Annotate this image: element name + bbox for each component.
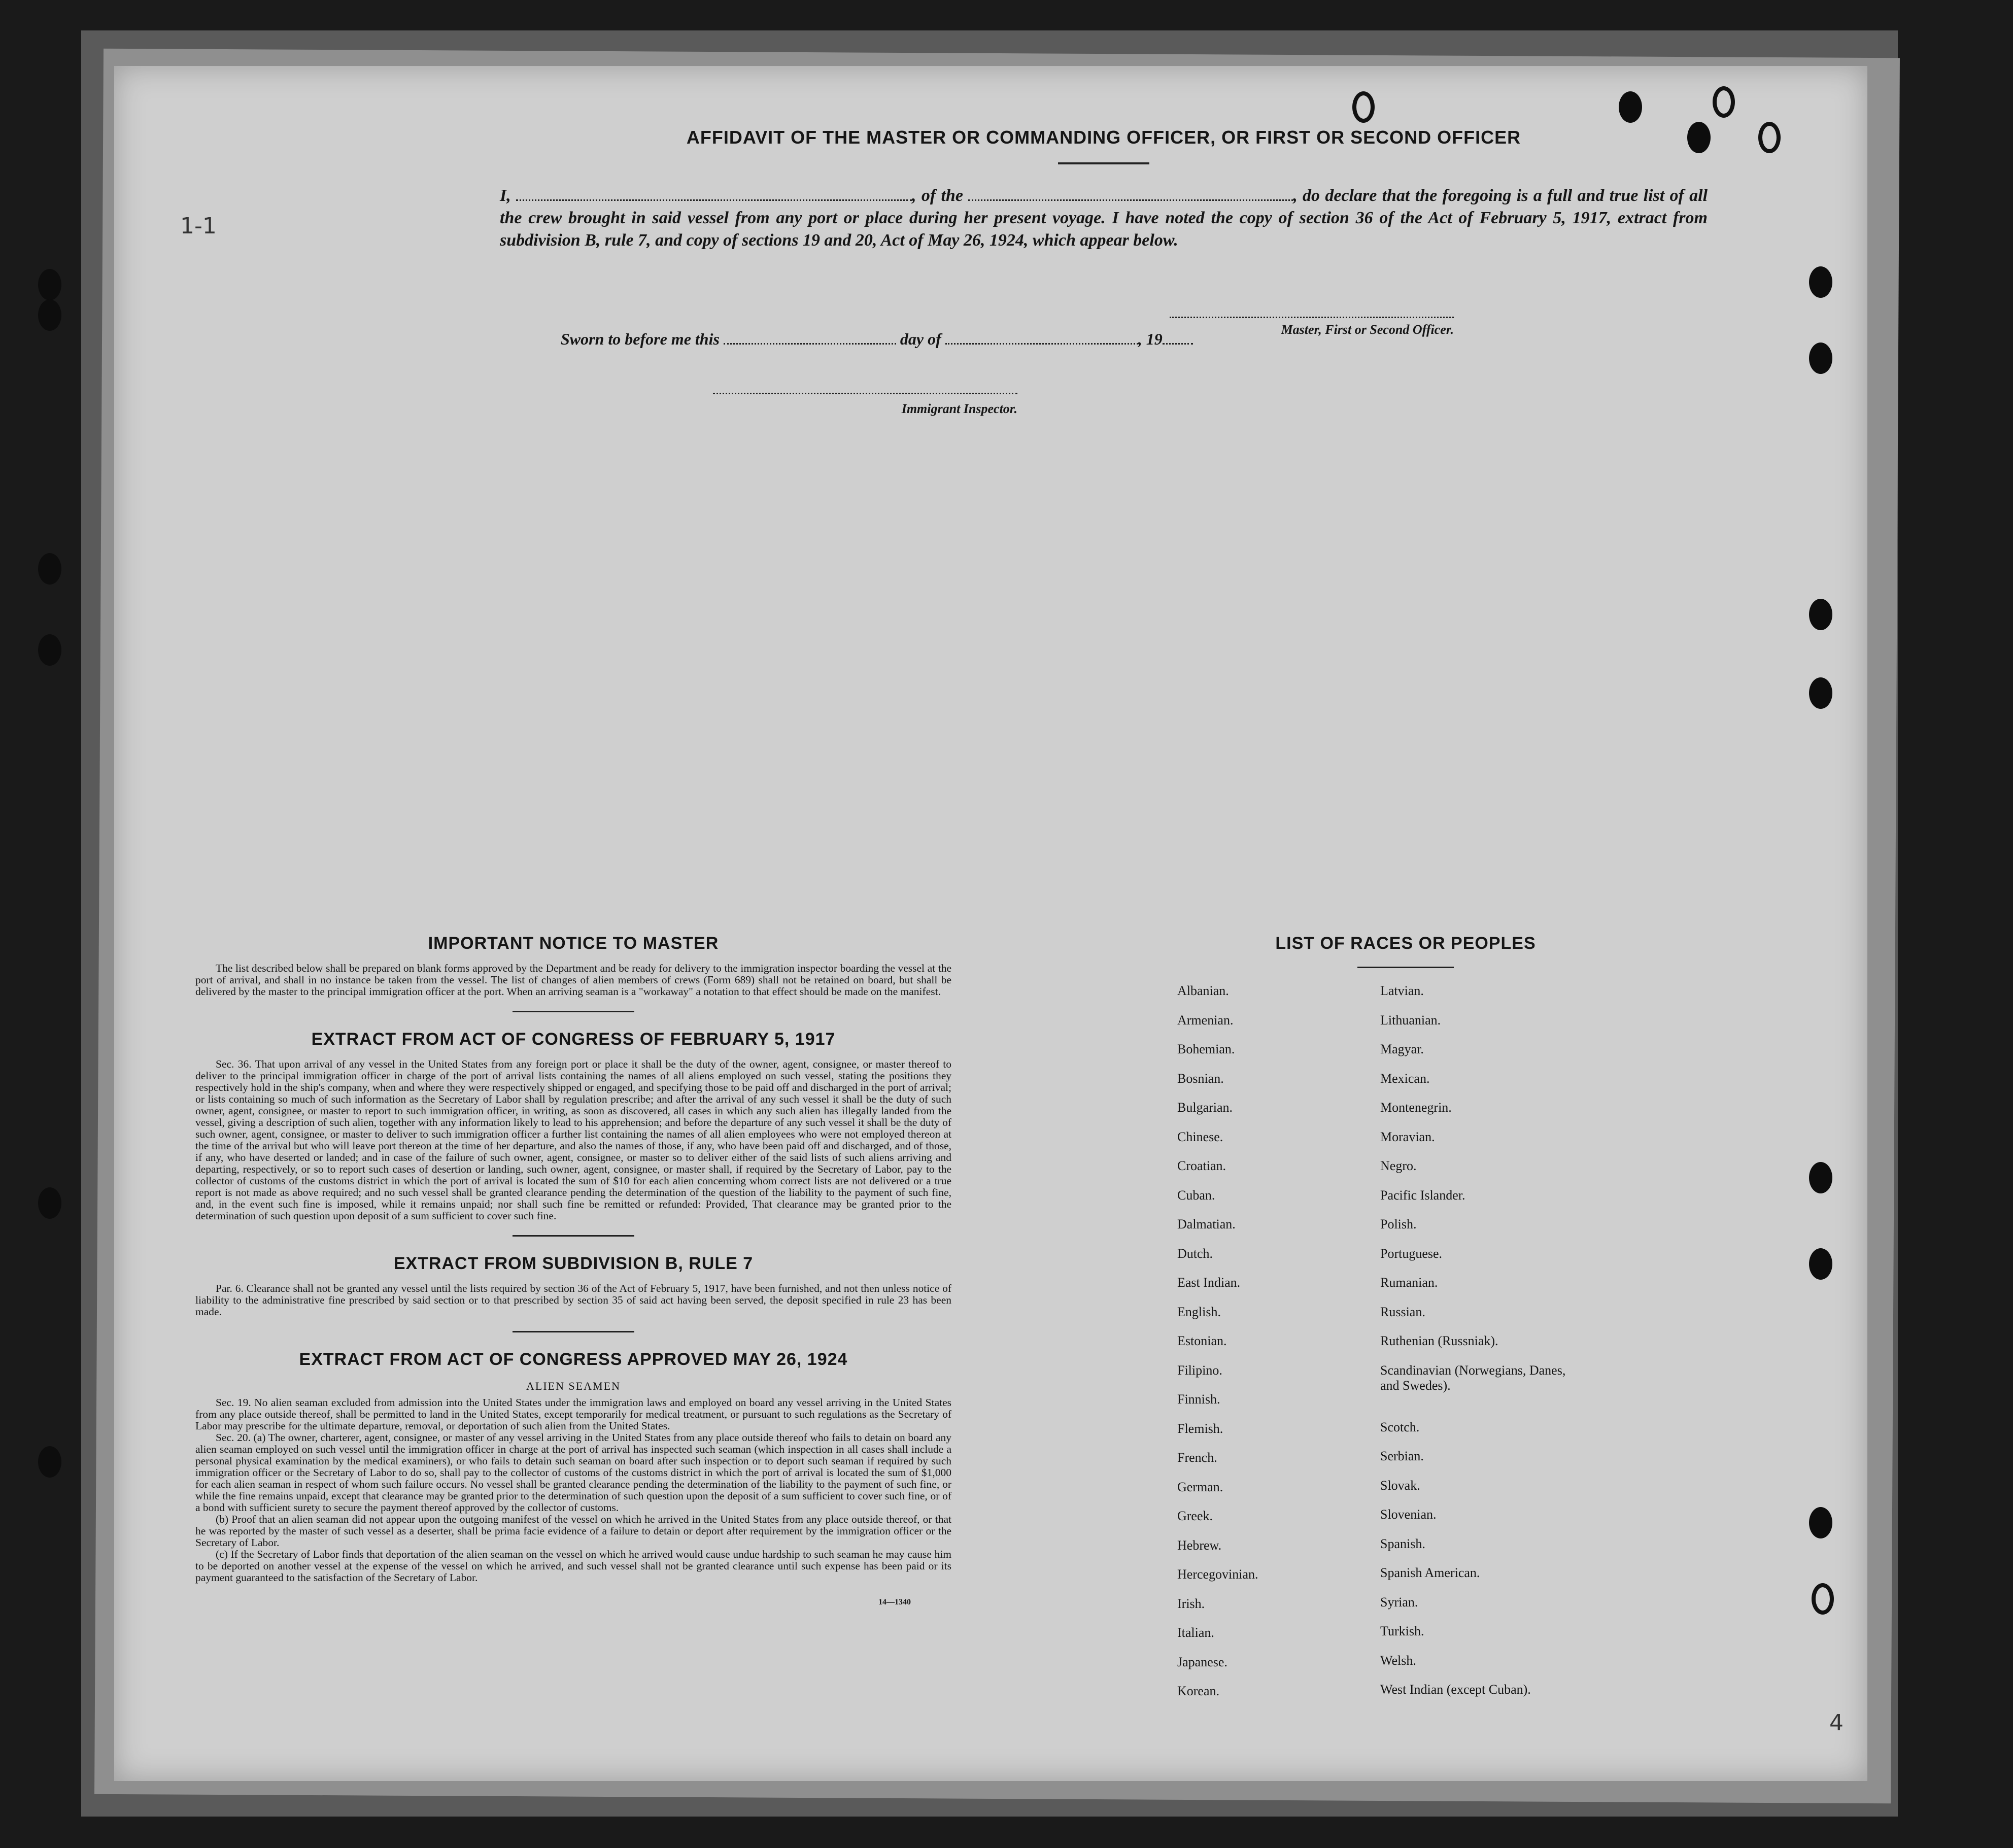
affidavit-text [500,185,1708,252]
binder-hole-icon [1809,1248,1832,1280]
binder-hole-icon [1809,677,1832,709]
binder-hole-icon [38,269,61,300]
affidavit-title: AFFIDAVIT OF THE MASTER OR COMMANDING OFFICER, OR FIRST OR SECOND OFFICER [686,127,1521,148]
sworn-text: Sworn to before me this [561,330,720,348]
races-column-1 [1177,983,1380,1713]
race-list-item: Negro. [1380,1158,1417,1173]
race-list-item: Spanish. [1380,1536,1425,1551]
race-list-item: Welsh. [1380,1653,1416,1668]
race-list-item: Portuguese. [1380,1246,1443,1261]
race-list-item: Hebrew. [1177,1537,1222,1553]
day-blank[interactable] [724,331,896,345]
inspector-label: Immigrant Inspector. [901,401,1017,416]
divider [513,1011,634,1012]
master-signature-line[interactable] [1170,304,1454,318]
month-blank[interactable] [945,331,1138,345]
binder-hole-icon [1809,1507,1832,1538]
binder-hole-icon [1812,1583,1834,1615]
sworn-year-text: , 19 [1138,330,1163,348]
race-list-item: West Indian (except Cuban). [1380,1682,1531,1697]
race-list-item: Mexican. [1380,1071,1430,1086]
race-list-item: Slovenian. [1380,1507,1437,1522]
race-list-item: Polish. [1380,1217,1417,1231]
extract3-subtitle: ALIEN SEAMEN [526,1380,621,1392]
binder-hole-icon [1352,91,1375,123]
extract3-sec20b: (b) Proof that an alien seaman did not appear upon the outgoing manifest of the vessel on which he arrived in the United States from any place outside thereof, or that he was reported by the master of such vessel as a deserter, shall be prima facie evidence of a failure to detain or deport after requirement by the immigration officer or the Secretary of Labor. [195,1513,951,1549]
race-list-item: Slovak. [1380,1478,1420,1493]
race-list-item: Croatian. [1177,1158,1226,1173]
extract3-sec20a: Sec. 20. (a) The owner, charterer, agent, consignee, or master of any vessel arriving in the United States from any place outside thereof who fails to detain on board any alien seaman employed on such vessel until the immigration officer in charge at the port of arrival has inspected such seaman (which inspection in all cases shall include a personal physical examination by the medical examiners), or who fails to detain such seaman on board after such inspection or to deport such seaman if required by such immigration officer or the Secretary of Labor to do so, shall pay to the collector of customs of the customs district in which the port of arrival is located the sum of $1,000 for each alien seaman in respect of whom such failure occurs. No vessel shall be granted clearance pending the determination of the liability to the payment of such fine, or while the fine remains unpaid, except that clearance may be granted prior to the determination of such question upon the deposit of a sum sufficient to cover such fine, or of a bond with sufficient surety to secure the payment thereof approved by the collector of customs. [195,1431,951,1514]
inspector-signature [713,381,1017,417]
race-list-item: German. [1177,1479,1223,1494]
vessel-blank[interactable] [968,187,1293,201]
races-title: LIST OF RACES OR PEOPLES [1275,934,1536,953]
divider [1357,967,1454,968]
race-list-item: Latvian. [1380,983,1424,998]
race-list-item: Flemish. [1177,1421,1223,1436]
binder-hole-icon [1758,122,1781,153]
master-signature [1170,304,1454,337]
year-blank[interactable] [1163,331,1193,345]
race-list-item: Italian. [1177,1625,1214,1640]
master-signature-label: Master, First or Second Officer. [1281,322,1454,337]
race-list-item: Finnish. [1177,1392,1220,1407]
race-list-item: Hercegovinian. [1177,1567,1258,1582]
binder-hole-icon [1619,91,1642,123]
binder-hole-icon [38,634,61,666]
affidavit-body: that the foregoing is a full and true list of all the crew brought in said vessel from any port or place during her present voyage. I have noted the copy of section 36 of the Act of February 5, 1917, extract from subdivision B, rule 7, and copy of sections 19 and 20, Act of May 26, 1924, which appear below. [500,186,1708,250]
binder-hole-icon [1713,86,1735,118]
extract3-sec19: Sec. 19. No alien seaman excluded from admission into the United States under the immigration laws and employed on board any vessel arriving in the United States from any place outside thereof, shall be permitted to land in the United States, except temporarily for medical treatment, or pursuant to such regulations as the Secretary of Labor may prescribe for the ultimate departure, removal, or deportation of such alien from the United States. [195,1396,951,1432]
race-list-item: Armenian. [1177,1012,1234,1028]
race-list-item: Bulgarian. [1177,1100,1233,1115]
race-list-item: Cuban. [1177,1187,1215,1203]
race-list-item: Lithuanian. [1380,1012,1441,1028]
race-list-item: Chinese. [1177,1129,1223,1144]
affidavit-declare: , do declare [1293,186,1377,205]
race-list-item: Albanian. [1177,983,1229,998]
notice-text: The list described below shall be prepared on blank forms approved by the Department and be ready for delivery to the immigration inspector boarding the vessel at the port of arrival, and shall in no instance be taken from the vessel. The list of changes of alien members of crews (Form 689) shall not be retained on board, but shall be delivered by the master to the principal immigration officer at the port. When an arriving seaman is a "workaway" a notation to that effect should be made on the manifest. [195,962,951,998]
race-list-item: Rumanian. [1380,1275,1438,1290]
binder-hole-icon [38,1446,61,1478]
race-list-item: East Indian. [1177,1275,1241,1290]
race-list-item: Spanish American. [1380,1565,1480,1580]
race-list-item: Irish. [1177,1596,1205,1611]
extract3-sec20c: (c) If the Secretary of Labor finds that deportation of the alien seaman on the vessel on which he arrived would cause undue hardship to such seaman he may cause him to be deported on another vessel at the expense of the vessel on which he arrived, and such vessel shall not be granted clearance until such expense has been paid or its payment guaranteed to the satisfaction of the Secretary of Labor. [195,1548,951,1584]
document-page [114,66,1867,1781]
extract1-text: Sec. 36. That upon arrival of any vessel in the United States from any foreign port or place it shall be the duty of the owner, agent, consignee, or master thereof to deliver to the principal immigration officer in charge of the port of arrival lists containing the names of all aliens employed on such vessel, stating the positions they respectively hold in the ship's company, when and where they were respectively shipped or engaged, and specifying those to be paid off and discharged in the port of arrival; or lists containing so much of such information as the Secretary of Labor shall by regulation prescribe; and after the arrival of any such vessel it shall be the duty of such owner, agent, consignee, or master to report to such immigration officer, in writing, as soon as discovered, all cases in which any such alien has illegally landed from the vessel, giving a description of such alien, together with any information likely to lead to his apprehension; and before the departure of any such vessel it shall be the duty of such owner, agent, consignee, or master to deliver to such immigration officer a further list containing the names of all alien employees who were not employed thereon at the time of the arrival but who will leave port thereon at the time of her departure, and also the names of those, if any, who have been paid off and discharged, and of those, if any, who have deserted or landed; and in case of the failure of such owner, agent, consignee, or master so to deliver either of the said lists of such aliens arriving and departing, respectively, or so to report such cases of desertion or landing, such owner, agent, consignee, or master shall, if required by the Secretary of Labor, pay to the collector of customs of the customs district in which the port of arrival is located the sum of $10 for each alien concerning whom correct lists are not delivered or a true report is not made as above required; and no such vessel shall be granted clearance pending the determination of the question of the liability to the payment of such fine, and, in the event such fine is imposed, while it remains unpaid; nor shall such fine be remitted or refunded: Provided, That clearance may be granted prior to the determination of such question upon deposit of a sum sufficient to cover such fine. [195,1058,951,1222]
race-list-item: Magyar. [1380,1042,1424,1056]
race-list-item: Pacific Islander. [1380,1187,1465,1203]
race-list-item: Dalmatian. [1177,1217,1236,1231]
race-list-item: Greek. [1177,1509,1213,1523]
name-blank[interactable] [516,187,912,201]
race-list-item: Serbian. [1380,1449,1424,1463]
race-list-item: Bohemian. [1177,1042,1235,1056]
race-list-item: English. [1177,1304,1221,1319]
binder-hole-icon [38,299,61,331]
divider [1058,162,1149,164]
race-list-item: Filipino. [1177,1362,1222,1378]
race-list-item: Korean. [1177,1684,1220,1698]
binder-hole-icon [1809,266,1832,298]
binder-hole-icon [1809,599,1832,630]
margin-note: 1-1 [180,213,217,239]
race-list-item: Montenegrin. [1380,1100,1452,1115]
race-list-item: Estonian. [1177,1333,1227,1348]
binder-hole-icon [1809,1162,1832,1193]
extract2-title: EXTRACT FROM SUBDIVISION B, RULE 7 [393,1254,754,1273]
races-column-2 [1380,983,1634,1713]
affidavit-section [500,127,1708,252]
affidavit-of: , of the [912,186,963,205]
extract2-text: Par. 6. Clearance shall not be granted any vessel until the lists required by section 36 of the Act of February 5, 1917, have been furnished, and not then unless notice of liability to the administrative fine prescribed by said section or to that prescribed by section 35 of said act having been served, the deposit specified in rule 23 has been made. [195,1282,951,1318]
race-list-item: Turkish. [1380,1624,1424,1638]
notice-title: IMPORTANT NOTICE TO MASTER [428,934,719,953]
race-list-item: Syrian. [1380,1594,1418,1610]
race-list-item: Scandinavian (Norwegians, Danes, and Swedes). [1380,1362,1566,1393]
binder-hole-icon [38,553,61,585]
race-list-item: Russian. [1380,1304,1425,1319]
notice-section [195,934,951,1607]
page-number-mark: 4 [1829,1710,1844,1736]
sworn-statement [561,330,1193,349]
race-list-item: Moravian. [1380,1129,1435,1144]
race-list-item: Bosnian. [1177,1071,1224,1086]
inspector-signature-line[interactable] [713,381,1017,394]
races-section [1177,934,1634,1713]
extract3-title: EXTRACT FROM ACT OF CONGRESS APPROVED MAY 26, 1924 [299,1350,848,1369]
divider [513,1235,634,1237]
race-list-item: Ruthenian (Russniak). [1380,1333,1498,1348]
race-list-item: Scotch. [1380,1419,1420,1434]
affidavit-prefix: I, [500,186,511,205]
form-number: 14—1340 [878,1598,911,1606]
binder-hole-icon [1809,343,1832,374]
race-list-item: Japanese. [1177,1654,1227,1669]
divider [513,1331,634,1332]
sworn-day-text: day of [900,330,941,348]
race-list-item: French. [1177,1450,1217,1465]
race-list-item: Dutch. [1177,1246,1213,1261]
binder-hole-icon [38,1187,61,1219]
extract1-title: EXTRACT FROM ACT OF CONGRESS OF FEBRUARY 5, 1917 [311,1030,836,1049]
